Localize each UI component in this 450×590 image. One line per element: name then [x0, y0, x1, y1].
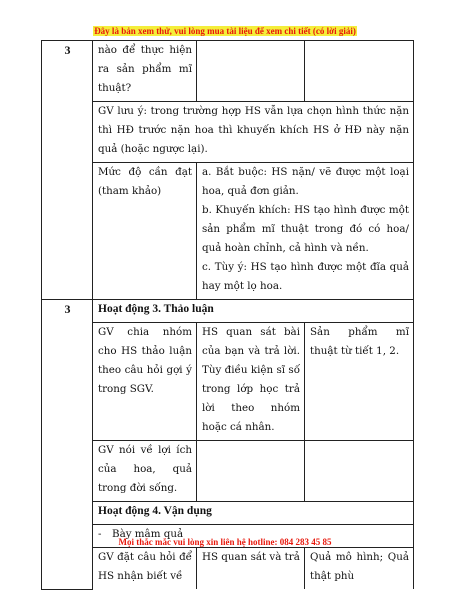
- teacher-cell: nào để thực hiện ra sản phẩm mĩ thuật?: [93, 41, 197, 102]
- product-cell: [305, 41, 414, 102]
- table-row: [42, 323, 414, 441]
- student-cell: HS quan sát bài của bạn và trả lời. Tùy điều kiện sĩ số trong lớp học trả lời theo nhóm hoặc cá nhân.: [197, 323, 305, 441]
- student-cell: [197, 41, 305, 102]
- table-row: [42, 441, 414, 502]
- table-row: [42, 502, 414, 525]
- level-item: c. Tùy ý: HS tạo hình được một đĩa quả hay một lọ hoa.: [202, 261, 409, 292]
- teacher-cell: GV nói về lợi ích của hoa, quả trong đời sống.: [93, 441, 197, 502]
- hotline-notice: Mọi thắc mắc vui lòng xin liên hệ hotline: 084 283 45 85: [118, 537, 332, 547]
- table-row: [42, 300, 414, 323]
- teacher-note: GV lưu ý: trong trường hợp HS vẫn lựa chọn hình thức nặn thì HĐ trước nặn hoa thì khuyến khích HS ở HĐ này nặn quả (hoặc ngược lại).: [93, 102, 414, 163]
- level-item: b. Khuyến khích: HS tạo hình được một sản phẩm mĩ thuật trong đó có hoa/ quả hoàn chỉnh, cả hình và nền.: [202, 204, 409, 254]
- product-cell: Sản phẩm mĩ thuật từ tiết 1, 2.: [305, 323, 414, 441]
- activity-4-title: Hoạt động 4. Vận dụng: [93, 502, 414, 525]
- table-row: [42, 102, 414, 163]
- preview-notice: Đây là bản xem thử, vui lòng mua tài liệu để xem chi tiết (có lời giải): [94, 26, 356, 36]
- teacher-cell: GV đặt câu hỏi để HS nhận biết về: [93, 548, 197, 590]
- level-list: [197, 163, 414, 300]
- activity-3-title: Hoạt động 3. Thảo luận: [93, 300, 414, 323]
- bullet-dash: -: [98, 528, 102, 540]
- level-label: Mức độ cần đạt (tham khảo): [93, 163, 197, 300]
- bullet-text: Bày mâm quả: [112, 528, 184, 540]
- product-cell: Quả mô hình; Quả thật phù: [305, 548, 414, 590]
- table-row: [42, 41, 414, 102]
- row-number: 3: [42, 41, 93, 300]
- student-cell: [197, 441, 305, 502]
- table-row: [42, 548, 414, 590]
- lesson-table: [41, 40, 414, 590]
- product-cell: [305, 441, 414, 502]
- student-cell: HS quan sát và trả: [197, 548, 305, 590]
- table-row: [42, 163, 414, 300]
- row-number: 3: [42, 300, 93, 590]
- teacher-cell: GV chia nhóm cho HS thảo luận theo câu hỏi gợi ý trong SGV.: [93, 323, 197, 441]
- level-item: a. Bắt buộc: HS nặn/ vẽ được một loại hoa, quả đơn giản.: [202, 166, 409, 197]
